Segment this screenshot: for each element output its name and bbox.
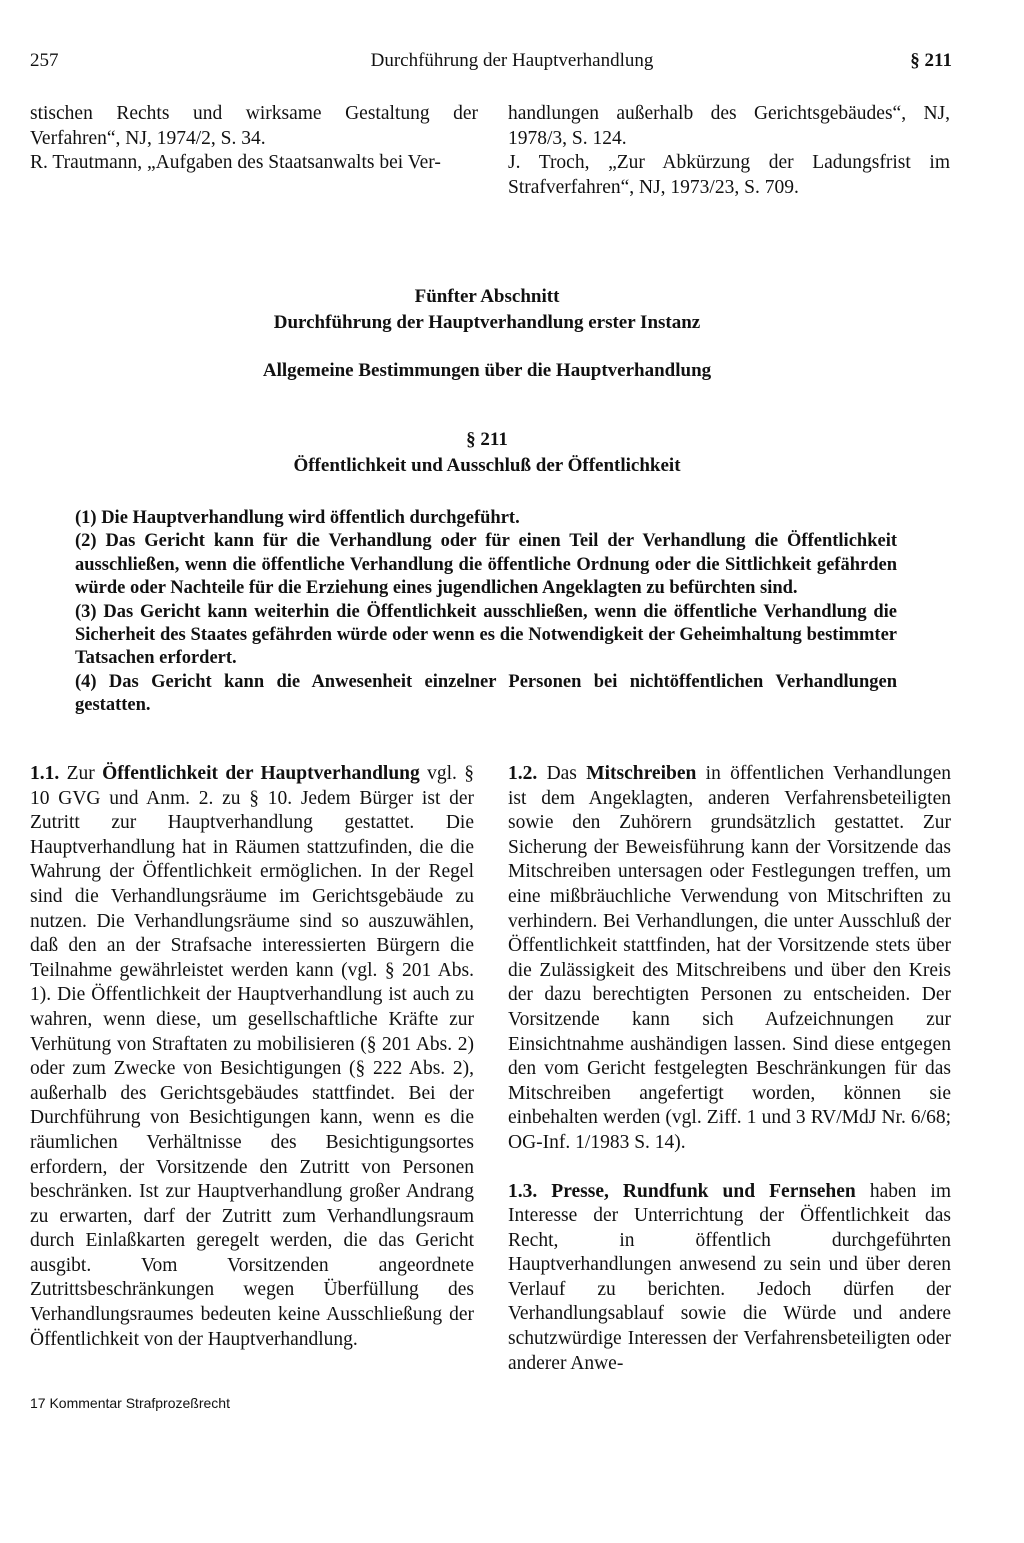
statute-text <box>75 507 897 718</box>
commentary-note <box>30 762 474 1352</box>
note-lead: Das <box>546 763 577 784</box>
section-heading: Allgemeine Bestimmungen über die Hauptverhandlung <box>262 360 712 381</box>
commentary-note <box>508 1180 951 1377</box>
note-text: in öffentlichen Verhandlungen ist dem Angeklagten, anderen Verfahrensbeteiligten sowie den Zuhörern grundsätzlich gestattet. Zur Sicherung der Beweisführung kann der Vorsitzende das Mitschreiben untersagen oder Festlegungen treffen, um eine mißbräuchliche Verwendung von Mitschriften zu verhindern. Bei Verhandlungen, die unter Ausschluß der Öffentlichkeit stattfinden, hat der Vorsitzende stets über die Zulässigkeit des Mitschreibens und über den Kreis der dazu berechtigten Personen zu entscheiden. Der Vorsitzende kann sich Aufzeichnungen zur Einsichtnahme aushändigen lassen. Sind diese entgegen den vom Gericht festgelegten Beschränkungen für das Mitschreiben angefertigt worden, können sie einbehalten werden (vgl. Ziff. 1 und 3 RV/MdJ Nr. 6/68; OG-Inf. 1/1983 S. 14). <box>508 763 951 1153</box>
note-text: haben im Interesse der Unterrichtung der Öffentlichkeit das Recht, in öffentlich durchgeführten Hauptverhandlungen anwesend zu sein und über deren Verlauf zu berichten. Jedoch dürfen der Verhandlungsablauf sowie die Würde und andere schutzwürdige Interessen der Verfahrensbeteiligten oder anderer Anwe- <box>508 1180 951 1374</box>
note-text: vgl. § 10 GVG und Anm. 2. zu § 10. Jedem Bürger ist der Zutritt zur Hauptverhandlung gestattet. Die Hauptverhandlung hat in Räumen stattzufinden, die die Wahrung der Öffentlichkeit ermöglichen. In der Regel sind die Verhandlungsräume im Gerichtsgebäude zu nutzen. Die Verhandlungsräume sind so auszuwählen, daß den an der Strafsache interessierten Bürgern die Teilnahme gewährleistet werden kann (vgl. § 201 Abs. 1). Die Öffentlichkeit der Hauptverhandlung ist auch zu wahren, wenn diese, um gesellschaftliche Kräfte zur Verhütung von Straftaten zu mobilisieren (§ 201 Abs. 2) oder zum Zwecke von Besichtigungen (§ 222 Abs. 2), außerhalb des Gerichtsgebäudes stattfindet. Bei der Durchführung von Besichtigungen kann, wenn es die räumlichen Verhältnisse des Besichtigungsortes erfordern, der Vorsitzende den Zutritt von Personen beschränken. Ist zur Hauptverhandlung großer Andrang zu erwarten, darf der Zutritt zum Verhandlungsraum durch Einlaßkarten geregelt werden, die das Gericht ausgibt. Vom Vorsitzenden angeordnete Zutrittsbeschränkungen wegen Überfüllung des Verhandlungsraumes bedeuten keine Ausschließung der Öffentlichkeit von der Hauptverhandlung. <box>30 763 475 1350</box>
references-left <box>30 102 478 176</box>
commentary-left-column <box>30 762 474 1352</box>
note-term: Presse, Rundfunk und Fernsehen <box>551 1180 856 1202</box>
chapter-subheading: Durchführung der Hauptverhandlung erster Instanz <box>273 312 701 333</box>
statute-subsection: (4) Das Gericht kann die Anwesenheit einzelner Personen bei nichtöffentlichen Verhandlungen gestatten. <box>75 671 897 716</box>
note-lead: Zur <box>66 763 95 784</box>
paragraph-title: Öffentlichkeit und Ausschluß der Öffentlichkeit <box>293 455 681 476</box>
note-number: 1.3. <box>508 1180 538 1202</box>
section-marker: § 211 <box>910 50 952 71</box>
note-number: 1.2. <box>508 763 538 784</box>
statute-subsection: (3) Das Gericht kann weiterhin die Öffentlichkeit ausschließen, wenn die öffentliche Verhandlung die Sicherheit des Staates gefährden würde oder wenn es die Notwendigkeit der Geheimhaltung bestimmter Tatsachen erfordert. <box>75 601 897 669</box>
paragraph-number: § 211 <box>466 429 508 450</box>
reference-entry: handlungen außerhalb des Gerichtsgebäudes“, NJ, 1978/3, S. 124. <box>508 103 950 149</box>
note-number: 1.1. <box>30 763 60 784</box>
statute-subsection: (1) Die Hauptverhandlung wird öffentlich durchgeführt. <box>75 508 520 528</box>
reference-entry: J. Troch, „Zur Abkürzung der Ladungsfrist im Strafverfahren“, NJ, 1973/23, S. 709. <box>508 152 950 198</box>
page-number: 257 <box>30 50 59 71</box>
page-footer: 17 Kommentar Strafprozeßrecht <box>30 1395 230 1411</box>
running-title: Durchführung der Hauptverhandlung <box>370 50 654 71</box>
commentary-note <box>508 762 951 1156</box>
reference-entry: stischen Rechts und wirksame Gestaltung der Verfahren“, NJ, 1974/2, S. 34. <box>30 103 478 149</box>
references-right <box>508 102 950 200</box>
note-term: Öffentlichkeit der Hauptverhandlung <box>102 763 420 784</box>
commentary-right-column <box>508 762 951 1376</box>
reference-entry: R. Trautmann, „Aufgaben des Staatsanwalts bei Ver- <box>30 152 441 173</box>
note-term: Mitschreiben <box>586 763 697 784</box>
statute-subsection: (2) Das Gericht kann für die Verhandlung oder für einen Teil der Verhandlung die Öffentlichkeit ausschließen, wenn die öffentliche Verhandlung die öffentliche Ordnung oder die Sittlichkeit gefährden würde oder Nachteile für die Erziehung eines jugendlichen Angeklagten zu befürchten sind. <box>75 531 897 599</box>
chapter-heading: Fünfter Abschnitt <box>414 286 560 307</box>
